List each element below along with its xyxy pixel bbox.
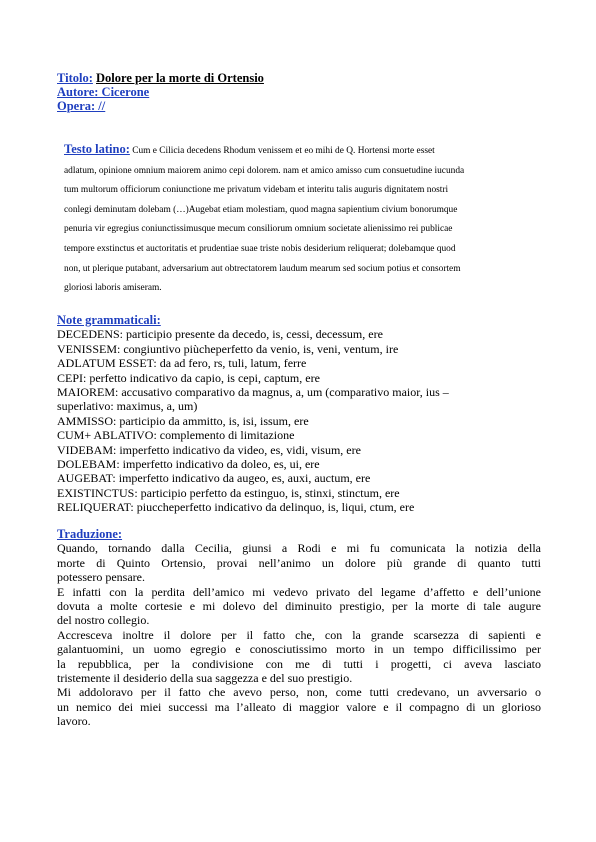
- author-row: Autore: Cicerone: [57, 85, 150, 99]
- title-value: Dolore per la morte di Ortensio: [96, 71, 264, 85]
- translation-line: del nostro collegio.: [57, 613, 150, 628]
- translation-line: lavoro.: [57, 714, 91, 729]
- title-row: [57, 71, 264, 85]
- grammar-note: AUGEBAT: imperfetto indicativo da augeo, es, auxi, auctum, ere: [57, 471, 371, 486]
- latin-line: gloriosi laboris amiseram.: [64, 283, 162, 294]
- grammar-note: VIDEBAM: imperfetto indicativo da video, es, vidi, visum, ere: [57, 442, 361, 457]
- translation-line: Quando, tornando dalla Cecilia, giunsi a Rodi e mi fu comunicata la notizia della: [57, 541, 541, 556]
- grammar-note: DOLEBAM: imperfetto indicativo da doleo, es, ui, ere: [57, 457, 320, 472]
- latin-line: conlegi deminutam dolebam (…)Augebat etiam molestiam, quod magna sapientium civium bonorumque: [64, 204, 458, 215]
- latin-text-block: [64, 140, 534, 299]
- grammar-note: MAIOREM: accusativo comparativo da magnus, a, um (comparativo maior, ius –: [57, 385, 449, 400]
- grammar-note: superlativo: maximus, a, um): [57, 399, 198, 414]
- work-row: Opera: //: [57, 99, 106, 113]
- translation-line: potessero pensare.: [57, 570, 145, 585]
- latin-line: [64, 140, 534, 162]
- latin-line: tempore exstinctus et auctoritatis et prudentiae suae triste nobis desiderium reliquerat; dolebamque quod: [64, 243, 456, 254]
- title-label: Titolo:: [57, 71, 93, 85]
- translation-heading: Traduzione:: [57, 527, 123, 541]
- latin-line-text: Cum e Cilicia decedens Rhodum venissem et eo mihi de Q. Hortensi morte esset: [132, 146, 435, 156]
- translation-lines: [57, 541, 541, 728]
- latin-line: non, ut plerique putabant, adversarium aut obtrectatorem laudum mearum sed socium potius et consortem: [64, 263, 461, 274]
- latin-line: tum multorum officiorum coniunctione me privatum videbam et interitu talis auguris dignitatem nostri: [64, 185, 449, 196]
- translation-line: dovuta a molte cortesie e mi dolevo del diminuito prestigio, per la morte di tale augure: [57, 599, 541, 614]
- translation-line: E infatti con la perdita dell’amico mi vedevo privato del legame d’affetto e dell’unione: [57, 584, 541, 599]
- latin-label: Testo latino:: [64, 142, 130, 156]
- translation-line: tristemente il desiderio della sua saggezza e del suo prestigio.: [57, 671, 353, 686]
- translation-block: [57, 527, 541, 729]
- grammar-note: EXISTINCTUS: participio perfetto da estinguo, is, stinxi, stinctum, ere: [57, 485, 400, 500]
- grammar-note: ADLATUM ESSET: da ad fero, rs, tuli, latum, ferre: [57, 356, 307, 371]
- grammar-note: DECEDENS: participio presente da decedo, is, cessi, decessum, ere: [57, 327, 383, 342]
- translation-line: Accresceva inoltre il dolore per il fatto che, con la grande scarsezza di sapienti e: [57, 627, 541, 642]
- translation-line: galantuomini, un uomo egregio e conosciutissimo morto in un tempo difficilissimo per: [57, 642, 541, 657]
- grammar-note: CEPI: perfetto indicativo da capio, is cepi, captum, ere: [57, 370, 320, 385]
- grammar-notes-block: [57, 313, 541, 515]
- latin-line: penuria vir egregius coniunctissimusque mecum consiliorum omnium societate alienissimo rei publicae: [64, 224, 453, 235]
- metadata-block: [57, 71, 264, 113]
- grammar-note: CUM+ ABLATIVO: complemento di limitazione: [57, 428, 295, 443]
- grammar-note: AMMISSO: participio da ammitto, is, isi, issum, ere: [57, 413, 309, 428]
- grammar-note: RELIQUERAT: piuccheperfetto indicativo da delinquo, is, liqui, ctum, ere: [57, 500, 415, 515]
- translation-line: Mi addoloravo per il fatto che avevo perso, non, come tutti credevano, un avversario o: [57, 685, 541, 700]
- translation-line: un nemico dei miei successi ma l’alleato di maggior valore e il compagno di un glorioso: [57, 699, 541, 714]
- translation-line: la repubblica, per la condivisione con me di tutti i progetti, ci aveva lasciato: [57, 656, 541, 671]
- grammar-notes-heading: Note grammaticali:: [57, 313, 161, 327]
- latin-line: adlatum, opinione omnium maiorem animo cepi dolorem. nam et amico amisso cum consuetudine iucunda: [64, 165, 465, 176]
- translation-line: morte di Quinto Ortensio, provai nell’animo un dolore più grande di quanto tutti: [57, 555, 541, 570]
- grammar-note: VENISSEM: congiuntivo piùcheperfetto da venio, is, veni, ventum, ire: [57, 341, 399, 356]
